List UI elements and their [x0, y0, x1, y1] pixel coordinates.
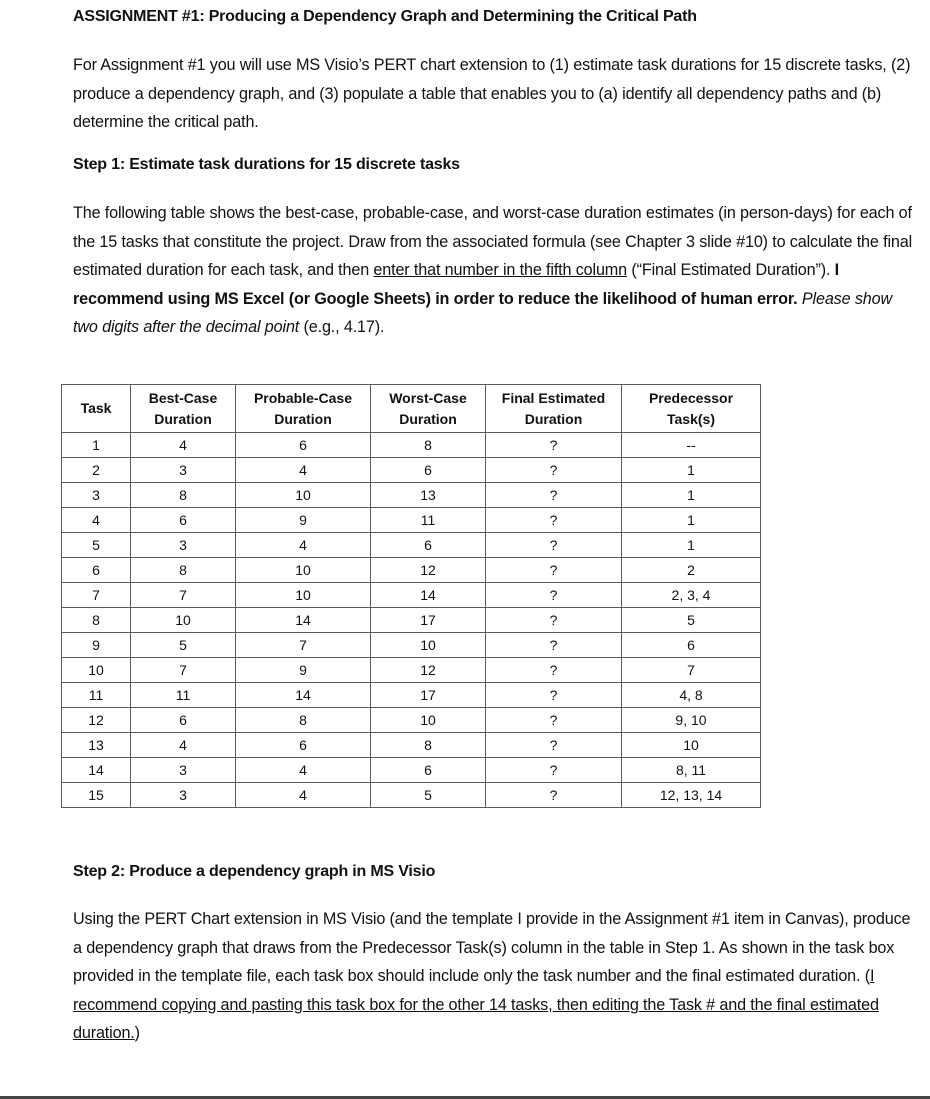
step1-text: The following table shows the best-case, probable-case, and worst-case duration estimates (in person-days) for each of the 15 tasks that constitute the project. Draw from the associated formula (see Chapter 3 slide #10) to calculate the final estimated duration for each task, and then [73, 204, 913, 279]
table-header-row [62, 385, 761, 433]
step1-bold-recommendation: I recommend using MS Excel (or Google Sheets) in order to reduce the likelihood of human error. [73, 261, 840, 308]
table-row [62, 433, 761, 458]
cell-task-number: 11 [62, 683, 131, 708]
step2-text: Using the PERT Chart extension in MS Visio (and the template I provide in the Assignment #1 item in Canvas), produce a dependency graph that draws from the Predecessor Task(s) column in the table in Step 1. As shown in the task box provided in the template file, each task box should include only the task number and the final estimated duration. ( [73, 910, 911, 985]
cell-worst-case: 6 [371, 758, 486, 783]
cell-best-case: 8 [131, 558, 236, 583]
cell-task-number: 6 [62, 558, 131, 583]
cell-worst-case: 11 [371, 508, 486, 533]
table-row [62, 708, 761, 733]
table-row [62, 733, 761, 758]
intro-paragraph: For Assignment #1 you will use MS Visio’s PERT chart extension to (1) estimate task durations for 15 discrete tasks, (2) produce a dependency graph, and (3) populate a table that enables you to (a) identify all dependency paths and (b) determine the critical path. [73, 56, 911, 131]
cell-final-estimated: ? [486, 658, 622, 683]
cell-predecessors: 5 [622, 608, 761, 633]
cell-predecessors: 9, 10 [622, 708, 761, 733]
cell-best-case: 3 [131, 458, 236, 483]
table-row [62, 508, 761, 533]
header-best-case: Best-Case Duration [131, 385, 236, 433]
cell-worst-case: 10 [371, 633, 486, 658]
cell-predecessors: 1 [622, 458, 761, 483]
header-worst-case: Worst-Case Duration [371, 385, 486, 433]
cell-predecessors: 7 [622, 658, 761, 683]
cell-probable-case: 8 [236, 708, 371, 733]
step2-heading: Step 2: Produce a dependency graph in MS Visio [73, 863, 436, 880]
assignment-title: ASSIGNMENT #1: Producing a Dependency Graph and Determining the Critical Path [73, 8, 697, 25]
cell-probable-case: 4 [236, 533, 371, 558]
header-predecessor: Predecessor Task(s) [622, 385, 761, 433]
step2-paragraph [73, 905, 913, 1048]
cell-task-number: 4 [62, 508, 131, 533]
cell-worst-case: 12 [371, 558, 486, 583]
table-row [62, 658, 761, 683]
cell-predecessors: -- [622, 433, 761, 458]
cell-best-case: 7 [131, 658, 236, 683]
cell-final-estimated: ? [486, 633, 622, 658]
cell-worst-case: 6 [371, 533, 486, 558]
header-task: Task [62, 385, 131, 433]
cell-worst-case: 13 [371, 483, 486, 508]
cell-task-number: 5 [62, 533, 131, 558]
cell-final-estimated: ? [486, 483, 622, 508]
cell-probable-case: 4 [236, 458, 371, 483]
cell-predecessors: 6 [622, 633, 761, 658]
step2-underlined-recommendation: I recommend copying and pasting this task box for the other 14 tasks, then editing the Task # and the final estimated duration. [73, 967, 879, 1042]
table-row [62, 458, 761, 483]
cell-worst-case: 5 [371, 783, 486, 808]
cell-final-estimated: ? [486, 508, 622, 533]
table-row [62, 633, 761, 658]
cell-predecessors: 12, 13, 14 [622, 783, 761, 808]
cell-best-case: 10 [131, 608, 236, 633]
cell-best-case: 3 [131, 758, 236, 783]
cell-best-case: 5 [131, 633, 236, 658]
cell-probable-case: 10 [236, 583, 371, 608]
cell-task-number: 10 [62, 658, 131, 683]
cell-probable-case: 4 [236, 758, 371, 783]
cell-predecessors: 8, 11 [622, 758, 761, 783]
table-row [62, 483, 761, 508]
cell-probable-case: 6 [236, 733, 371, 758]
cell-worst-case: 12 [371, 658, 486, 683]
cell-probable-case: 6 [236, 433, 371, 458]
step1-text-2: (“Final Estimated Duration”). [627, 261, 835, 279]
cell-predecessors: 1 [622, 483, 761, 508]
table-body [62, 433, 761, 808]
cell-probable-case: 9 [236, 508, 371, 533]
cell-predecessors: 1 [622, 533, 761, 558]
table-row [62, 758, 761, 783]
cell-predecessors: 1 [622, 508, 761, 533]
table-row [62, 683, 761, 708]
cell-worst-case: 6 [371, 458, 486, 483]
cell-worst-case: 8 [371, 433, 486, 458]
cell-probable-case: 4 [236, 783, 371, 808]
table-row [62, 583, 761, 608]
cell-best-case: 8 [131, 483, 236, 508]
cell-best-case: 6 [131, 708, 236, 733]
table-row [62, 533, 761, 558]
header-final-estimated: Final Estimated Duration [486, 385, 622, 433]
cell-task-number: 3 [62, 483, 131, 508]
step1-heading: Step 1: Estimate task durations for 15 discrete tasks [73, 156, 460, 173]
cell-probable-case: 10 [236, 483, 371, 508]
cell-probable-case: 9 [236, 658, 371, 683]
cell-task-number: 2 [62, 458, 131, 483]
cell-probable-case: 14 [236, 683, 371, 708]
cell-task-number: 15 [62, 783, 131, 808]
cell-predecessors: 2 [622, 558, 761, 583]
step2-text-end: ) [134, 1024, 140, 1042]
cell-final-estimated: ? [486, 608, 622, 633]
cell-worst-case: 17 [371, 608, 486, 633]
cell-predecessors: 2, 3, 4 [622, 583, 761, 608]
table-row [62, 608, 761, 633]
table-row [62, 783, 761, 808]
cell-final-estimated: ? [486, 458, 622, 483]
header-probable-case: Probable-Case Duration [236, 385, 371, 433]
task-duration-table [61, 384, 761, 808]
cell-probable-case: 14 [236, 608, 371, 633]
cell-predecessors: 10 [622, 733, 761, 758]
cell-best-case: 4 [131, 433, 236, 458]
step1-paragraph [73, 199, 913, 342]
cell-best-case: 3 [131, 783, 236, 808]
cell-task-number: 7 [62, 583, 131, 608]
cell-probable-case: 10 [236, 558, 371, 583]
cell-final-estimated: ? [486, 683, 622, 708]
cell-probable-case: 7 [236, 633, 371, 658]
cell-final-estimated: ? [486, 708, 622, 733]
cell-task-number: 14 [62, 758, 131, 783]
step1-underlined-text: enter that number in the fifth column [373, 261, 627, 279]
cell-final-estimated: ? [486, 433, 622, 458]
cell-final-estimated: ? [486, 733, 622, 758]
cell-worst-case: 17 [371, 683, 486, 708]
cell-final-estimated: ? [486, 758, 622, 783]
cell-best-case: 11 [131, 683, 236, 708]
cell-final-estimated: ? [486, 783, 622, 808]
cell-best-case: 3 [131, 533, 236, 558]
cell-final-estimated: ? [486, 558, 622, 583]
cell-worst-case: 14 [371, 583, 486, 608]
cell-predecessors: 4, 8 [622, 683, 761, 708]
cell-best-case: 7 [131, 583, 236, 608]
cell-task-number: 9 [62, 633, 131, 658]
cell-best-case: 6 [131, 508, 236, 533]
cell-final-estimated: ? [486, 533, 622, 558]
table-row [62, 558, 761, 583]
cell-best-case: 4 [131, 733, 236, 758]
step1-italic-instruction: Please show two digits after the decimal point [73, 289, 893, 336]
cell-task-number: 13 [62, 733, 131, 758]
step1-example: (e.g., 4.17). [299, 318, 385, 336]
cell-task-number: 1 [62, 433, 131, 458]
cell-final-estimated: ? [486, 583, 622, 608]
cell-task-number: 8 [62, 608, 131, 633]
cell-worst-case: 10 [371, 708, 486, 733]
cell-task-number: 12 [62, 708, 131, 733]
cell-worst-case: 8 [371, 733, 486, 758]
